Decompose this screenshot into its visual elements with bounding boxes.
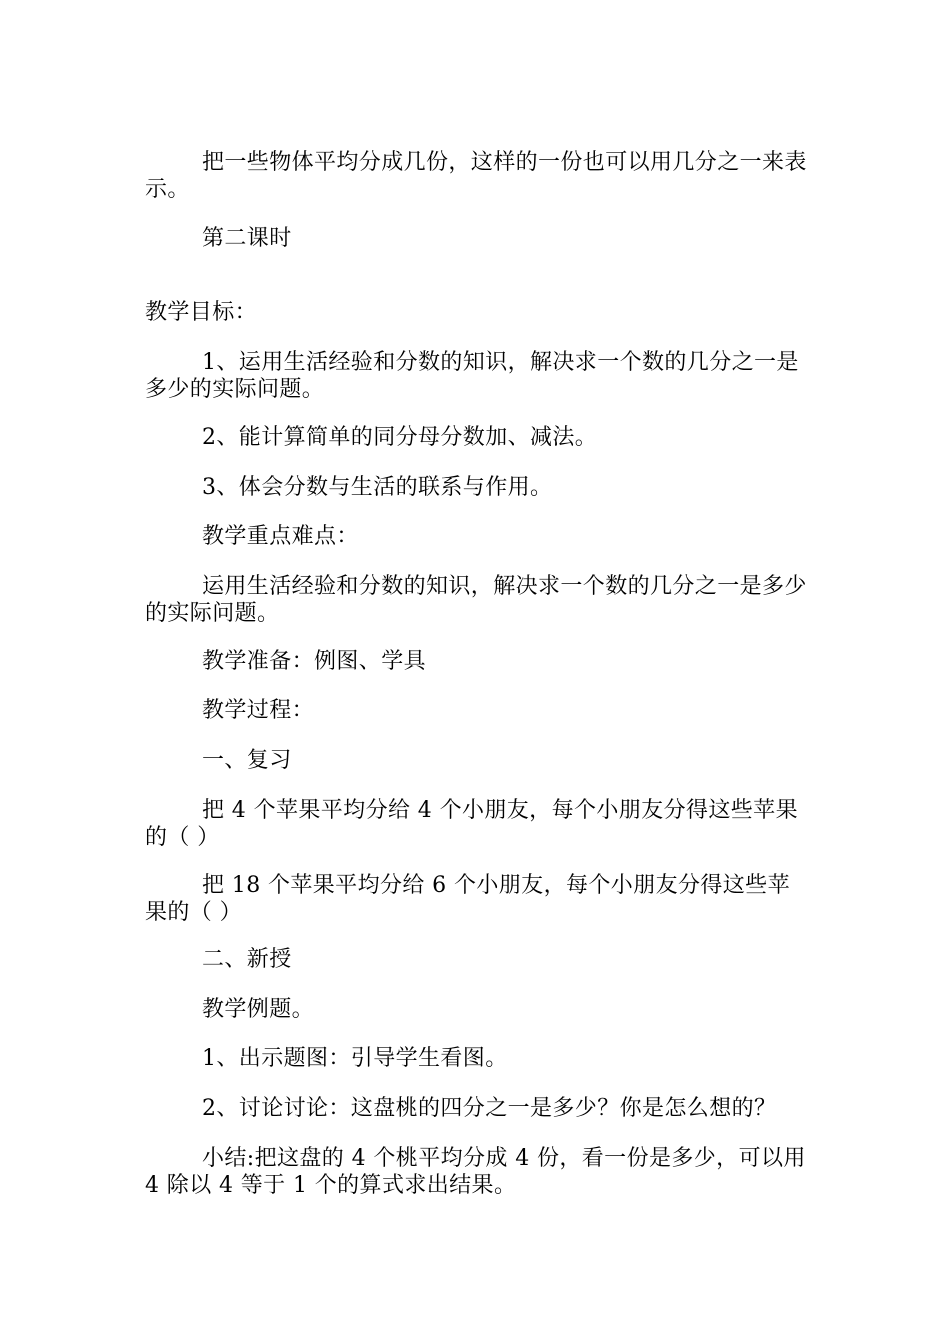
paragraph: 教学准备：例图、学具 (202, 649, 427, 674)
paragraph: 运用生活经验和分数的知识，解决求一个数的几分之一是多少的实际问题。 (145, 574, 807, 626)
paragraph: 教学例题。 (202, 997, 315, 1022)
section-heading: 二、新授 (202, 947, 292, 972)
section-heading: 教学目标： (145, 300, 258, 325)
section-heading: 一、复习 (202, 748, 292, 773)
list-item: 2、能计算简单的同分母分数加、减法。 (202, 425, 598, 450)
section-heading: 第二课时 (202, 226, 292, 251)
list-item: 2、讨论讨论：这盘桃的四分之一是多少？你是怎么想的？ (202, 1096, 777, 1121)
summary-paragraph: 小结:把这盘的 4 个桃平均分成 4 份，看一份是多少，可以用 4 除以 4 等于 1 个的算式求出结果。 (145, 1146, 806, 1198)
exercise-item: 把 4 个苹果平均分给 4 个小朋友，每个小朋友分得这些苹果的（ ） (145, 798, 798, 850)
list-item: 1、出示题图：引导学生看图。 (202, 1046, 508, 1071)
section-heading: 教学过程： (202, 698, 315, 723)
section-heading: 教学重点难点： (202, 524, 359, 549)
exercise-item: 把 18 个苹果平均分给 6 个小朋友，每个小朋友分得这些苹果的（ ） (145, 873, 790, 925)
list-item: 1、运用生活经验和分数的知识，解决求一个数的几分之一是多少的实际问题。 (145, 350, 799, 402)
paragraph: 把一些物体平均分成几份，这样的一份也可以用几分之一来表示。 (145, 150, 807, 202)
list-item: 3、体会分数与生活的联系与作用。 (202, 475, 553, 500)
